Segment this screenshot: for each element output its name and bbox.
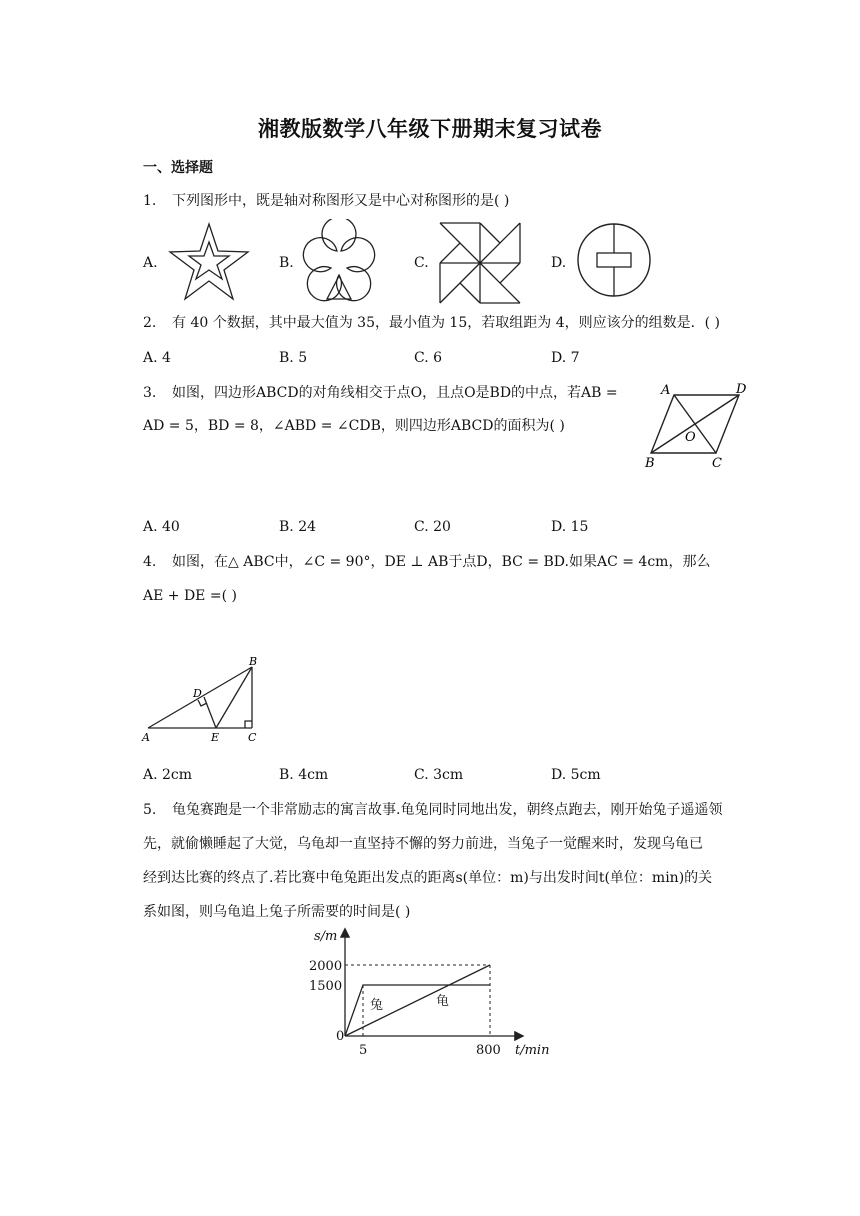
option-b: B. 24	[279, 519, 317, 535]
question-text: 下列图形中，既是轴对称图形又是中心对称图形的是( )	[172, 193, 510, 209]
x-tick-5: 5	[359, 1043, 368, 1058]
question-text-line-1: 如图，四边形ABCD的对角线相交于点O，且点O是BD的中点，若AB =	[172, 385, 618, 401]
label-b: B	[249, 655, 258, 668]
option-d: D. 5cm	[551, 767, 601, 783]
y-axis-label: s/m	[314, 929, 338, 944]
label-c: C	[712, 456, 722, 471]
option-d-label: D.	[551, 255, 567, 271]
question-number: 1.	[143, 193, 157, 209]
option-a: A. 4	[143, 350, 171, 366]
option-c: C. 6	[414, 350, 443, 366]
page-title: 湘教版数学八年级下册期末复习试卷	[258, 116, 602, 141]
label-b: B	[645, 456, 655, 471]
label-d: D	[736, 382, 747, 397]
label-e: E	[211, 731, 220, 744]
option-c-label: C.	[414, 255, 429, 271]
question-text-line-2: AE + DE =( )	[143, 588, 237, 604]
parallelogram-figure	[640, 378, 760, 474]
star-figure	[166, 222, 252, 302]
option-b-label: B.	[279, 255, 294, 271]
question-number: 2.	[143, 315, 157, 331]
x-axis-label: t/min	[515, 1043, 550, 1058]
x-tick-800: 800	[476, 1043, 501, 1058]
series-line-tortoise	[345, 965, 490, 1036]
option-a: A. 2cm	[143, 767, 193, 783]
label-a: A	[142, 731, 150, 744]
pinwheel-figure	[438, 221, 522, 305]
option-c: C. 20	[414, 519, 451, 535]
option-b: B. 5	[279, 350, 308, 366]
option-d: D. 15	[551, 519, 589, 535]
distance-time-chart	[300, 924, 560, 1060]
option-a-label: A.	[143, 255, 158, 271]
question-text-line-1: 龟兔赛跑是一个非常励志的寓言故事.龟兔同时同地出发，朝终点跑去，刚开始兔子遥遥领	[172, 802, 723, 818]
label-d: D	[193, 687, 202, 700]
question-text-line-2: 先，就偷懒睡起了大觉，乌龟却一直坚持不懈的努力前进，当兔子一觉醒来时，发现乌龟已	[143, 836, 703, 852]
label-a: A	[661, 383, 671, 398]
origin-label: 0	[336, 1029, 345, 1044]
option-a: A. 40	[143, 519, 180, 535]
question-text-line-4: 系如图，则乌龟追上兔子所需要的时间是( )	[143, 904, 411, 920]
option-c: C. 3cm	[414, 767, 464, 783]
club-figure	[300, 219, 378, 303]
y-tick-2000: 2000	[309, 959, 343, 974]
option-d: D. 7	[551, 350, 580, 366]
circle-rectangle-figure	[576, 222, 652, 298]
label-o: O	[685, 430, 696, 445]
right-triangle-figure	[138, 652, 268, 744]
y-tick-1500: 1500	[309, 979, 343, 994]
question-text: 有 40 个数据，其中最大值为 35，最小值为 15，若取组距为 4，则应该分的组数是．( )	[172, 315, 720, 331]
series-line-rabbit	[345, 985, 490, 1036]
label-c: C	[248, 731, 257, 744]
question-number: 3.	[143, 385, 157, 401]
section-heading: 一、选择题	[143, 160, 213, 176]
question-number: 5.	[143, 802, 157, 818]
question-text-line-3: 经到达比赛的终点了.若比赛中龟兔距出发点的距离s(单位：m)与出发时间t(单位：min)的关	[143, 870, 713, 886]
question-text-line-2: AD = 5，BD = 8，∠ABD = ∠CDB，则四边形ABCD的面积为( )	[143, 418, 565, 434]
question-text-line-1: 如图，在△ ABC中，∠C = 90°，DE ⊥ AB于点D，BC = BD.如果AC = 4cm，那么	[172, 554, 711, 570]
series-label-tortoise: 龟	[436, 994, 450, 1009]
question-number: 4.	[143, 554, 157, 570]
option-b: B. 4cm	[279, 767, 329, 783]
series-label-rabbit: 兔	[370, 998, 384, 1013]
